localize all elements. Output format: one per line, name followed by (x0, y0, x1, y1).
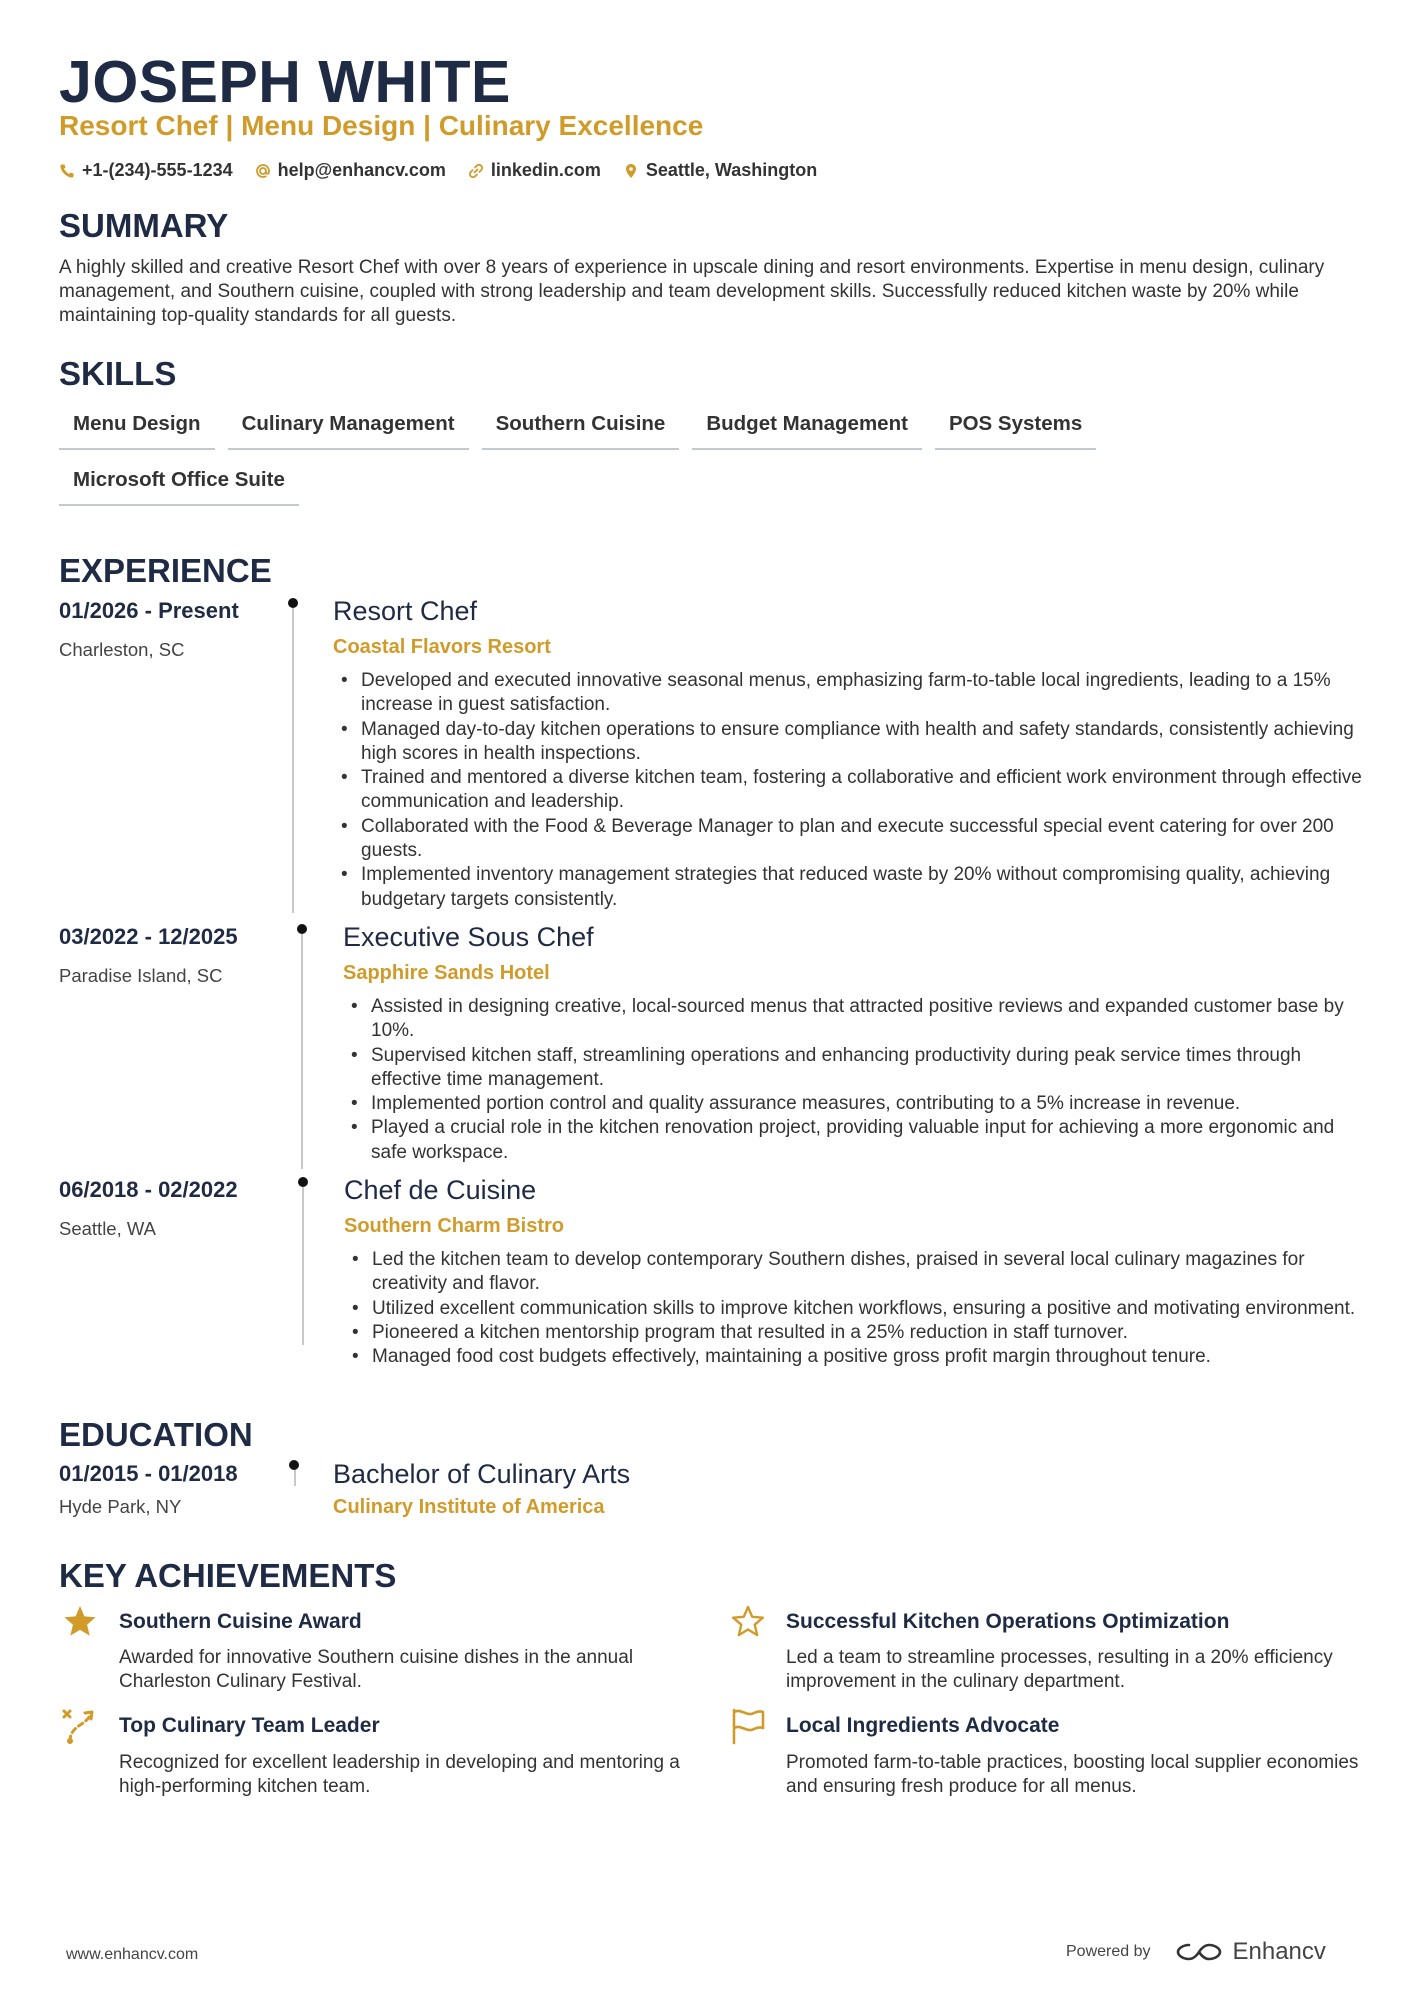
achievement-title: Southern Cuisine Award (119, 1610, 362, 1633)
job-title: Resort Chef (333, 596, 478, 626)
contact-email[interactable] (255, 160, 446, 181)
education-dates: 01/2015 - 01/2018 (59, 1461, 238, 1486)
skills-heading: SKILLS (59, 355, 177, 392)
contact-location (623, 160, 817, 181)
skills-list (59, 408, 1259, 506)
job-bullet-list (343, 995, 1373, 1165)
job-bullet-list (344, 1248, 1374, 1369)
job-company: Sapphire Sands Hotel (343, 962, 550, 984)
contact-phone[interactable] (59, 160, 233, 181)
list-item: • Assisted in designing creative, local-sourced menus that attracted positive reviews and expanded customer base by 10%. (343, 995, 1373, 1044)
contact-email-text: help@enhancv.com (277, 160, 446, 180)
list-item: • Implemented inventory management strategies that reduced waste by 20% without compromising quality, achieving budgetary targets consistently. (333, 863, 1363, 912)
achievement-description: Led a team to streamline processes, resulting in a 20% efficiency improvement in the culinary department. (786, 1647, 1333, 1693)
job-location: Paradise Island, SC (59, 965, 223, 986)
list-item: • Developed and executed innovative seasonal menus, emphasizing farm-to-table local ingredients, leading to a 15% increase in guest satisfaction. (333, 669, 1363, 718)
location-pin-icon (623, 163, 639, 179)
list-item: • Supervised kitchen staff, streamlining operations and enhancing productivity during peak service times through effective time management. (343, 1044, 1373, 1093)
flag-icon (729, 1707, 767, 1745)
at-icon (255, 163, 271, 179)
timeline-dot (288, 598, 298, 608)
education-degree: Bachelor of Culinary Arts (333, 1459, 631, 1489)
achievement-title: Successful Kitchen Operations Optimization (786, 1610, 1230, 1633)
list-item: • Trained and mentored a diverse kitchen team, fostering a collaborative and efficient work environment through effective communication and leadership. (333, 766, 1363, 815)
achievement-description: Awarded for innovative Southern cuisine dishes in the annual Charleston Culinary Festival. (119, 1647, 634, 1693)
candidate-headline: Resort Chef | Menu Design | Culinary Excellence (59, 110, 704, 141)
contact-location-text: Seattle, Washington (645, 160, 818, 180)
summary-heading: SUMMARY (59, 207, 229, 244)
list-item: • Implemented portion control and quality assurance measures, contributing to a 5% increase in revenue. (343, 1092, 1373, 1116)
star-filled-icon (61, 1603, 99, 1641)
candidate-name: JOSEPH WHITE (59, 49, 511, 115)
timeline-line (302, 1187, 304, 1345)
list-item: • Pioneered a kitchen mentorship program that resulted in a 25% reduction in staff turnover. (344, 1321, 1374, 1345)
skill-tag: POS Systems (935, 408, 1096, 450)
achievement-title: Top Culinary Team Leader (119, 1714, 380, 1737)
skill-tag: Menu Design (59, 408, 215, 450)
job-dates: 06/2018 - 02/2022 (59, 1177, 238, 1202)
list-item: • Collaborated with the Food & Beverage Manager to plan and execute successful special event catering for over 200 guests. (333, 815, 1363, 864)
brand-name: Enhancv (1232, 1938, 1326, 1965)
list-item: • Utilized excellent communication skills to improve kitchen workflows, ensuring a positive and motivating environment. (344, 1297, 1374, 1321)
experience-heading: EXPERIENCE (59, 552, 272, 589)
contact-bar (59, 160, 817, 181)
contact-linkedin[interactable] (468, 160, 601, 181)
star-outline-icon (729, 1603, 767, 1641)
enhancv-logo[interactable] (1175, 1938, 1326, 1966)
achievement-description: Recognized for excellent leadership in developing and mentoring a high-performing kitchen team. (119, 1752, 680, 1798)
job-dates: 03/2022 - 12/2025 (59, 924, 238, 949)
job-dates: 01/2026 - Present (59, 598, 239, 623)
contact-linkedin-text: linkedin.com (490, 160, 601, 180)
education-heading: EDUCATION (59, 1416, 253, 1453)
job-location: Charleston, SC (59, 639, 185, 660)
timeline-line (292, 608, 294, 913)
timeline-dot (297, 924, 307, 934)
strategy-icon (61, 1707, 99, 1745)
job-location: Seattle, WA (59, 1218, 156, 1239)
job-company: Coastal Flavors Resort (333, 636, 551, 658)
achievements-heading: KEY ACHIEVEMENTS (59, 1557, 397, 1594)
link-icon (468, 163, 484, 179)
achievement-title: Local Ingredients Advocate (786, 1714, 1060, 1737)
job-company: Southern Charm Bistro (344, 1215, 565, 1237)
timeline-line (294, 1468, 296, 1486)
job-title: Executive Sous Chef (343, 922, 594, 952)
list-item: • Played a crucial role in the kitchen renovation project, providing valuable input for achieving a more ergonomic and safe workspace. (343, 1116, 1373, 1165)
list-item: • Managed day-to-day kitchen operations to ensure compliance with health and safety standards, consistently achieving high scores in health inspections. (333, 718, 1363, 767)
skill-tag: Culinary Management (228, 408, 469, 450)
education-location: Hyde Park, NY (59, 1496, 182, 1517)
skill-tag: Microsoft Office Suite (59, 464, 299, 506)
list-item: • Led the kitchen team to develop contemporary Southern dishes, praised in several local culinary magazines for creativity and flavor. (344, 1248, 1374, 1297)
list-item: • Managed food cost budgets effectively, maintaining a positive gross profit margin throughout tenure. (344, 1345, 1374, 1369)
timeline-dot (298, 1177, 308, 1187)
footer-branding (1066, 1938, 1326, 1966)
job-bullet-list (333, 669, 1363, 912)
skill-tag: Southern Cuisine (482, 408, 680, 450)
job-title: Chef de Cuisine (344, 1175, 537, 1205)
timeline-dot (289, 1460, 299, 1470)
enhancv-logo-icon (1175, 1940, 1223, 1964)
contact-phone-text: +1-(234)-555-1234 (82, 160, 233, 180)
achievement-description: Promoted farm-to-table practices, boosting local supplier economies and ensuring fresh produce for all menus. (786, 1752, 1359, 1798)
timeline-line (301, 934, 303, 1169)
skill-tag: Budget Management (692, 408, 922, 450)
footer-website-link[interactable]: www.enhancv.com (66, 1946, 199, 1963)
phone-icon (59, 163, 75, 179)
powered-by-label: Powered by (1066, 1943, 1151, 1960)
summary-text: A highly skilled and creative Resort Chef with over 8 years of experience in upscale dining and resort environments. Expertise in menu design, culinary management, and Southern cuisine, coupled with strong leadership and team development skills. Successfully reduced kitchen waste by 20% while maintaining top-quality standards for all guests. (59, 257, 1325, 326)
education-school: Culinary Institute of America (333, 1496, 605, 1518)
